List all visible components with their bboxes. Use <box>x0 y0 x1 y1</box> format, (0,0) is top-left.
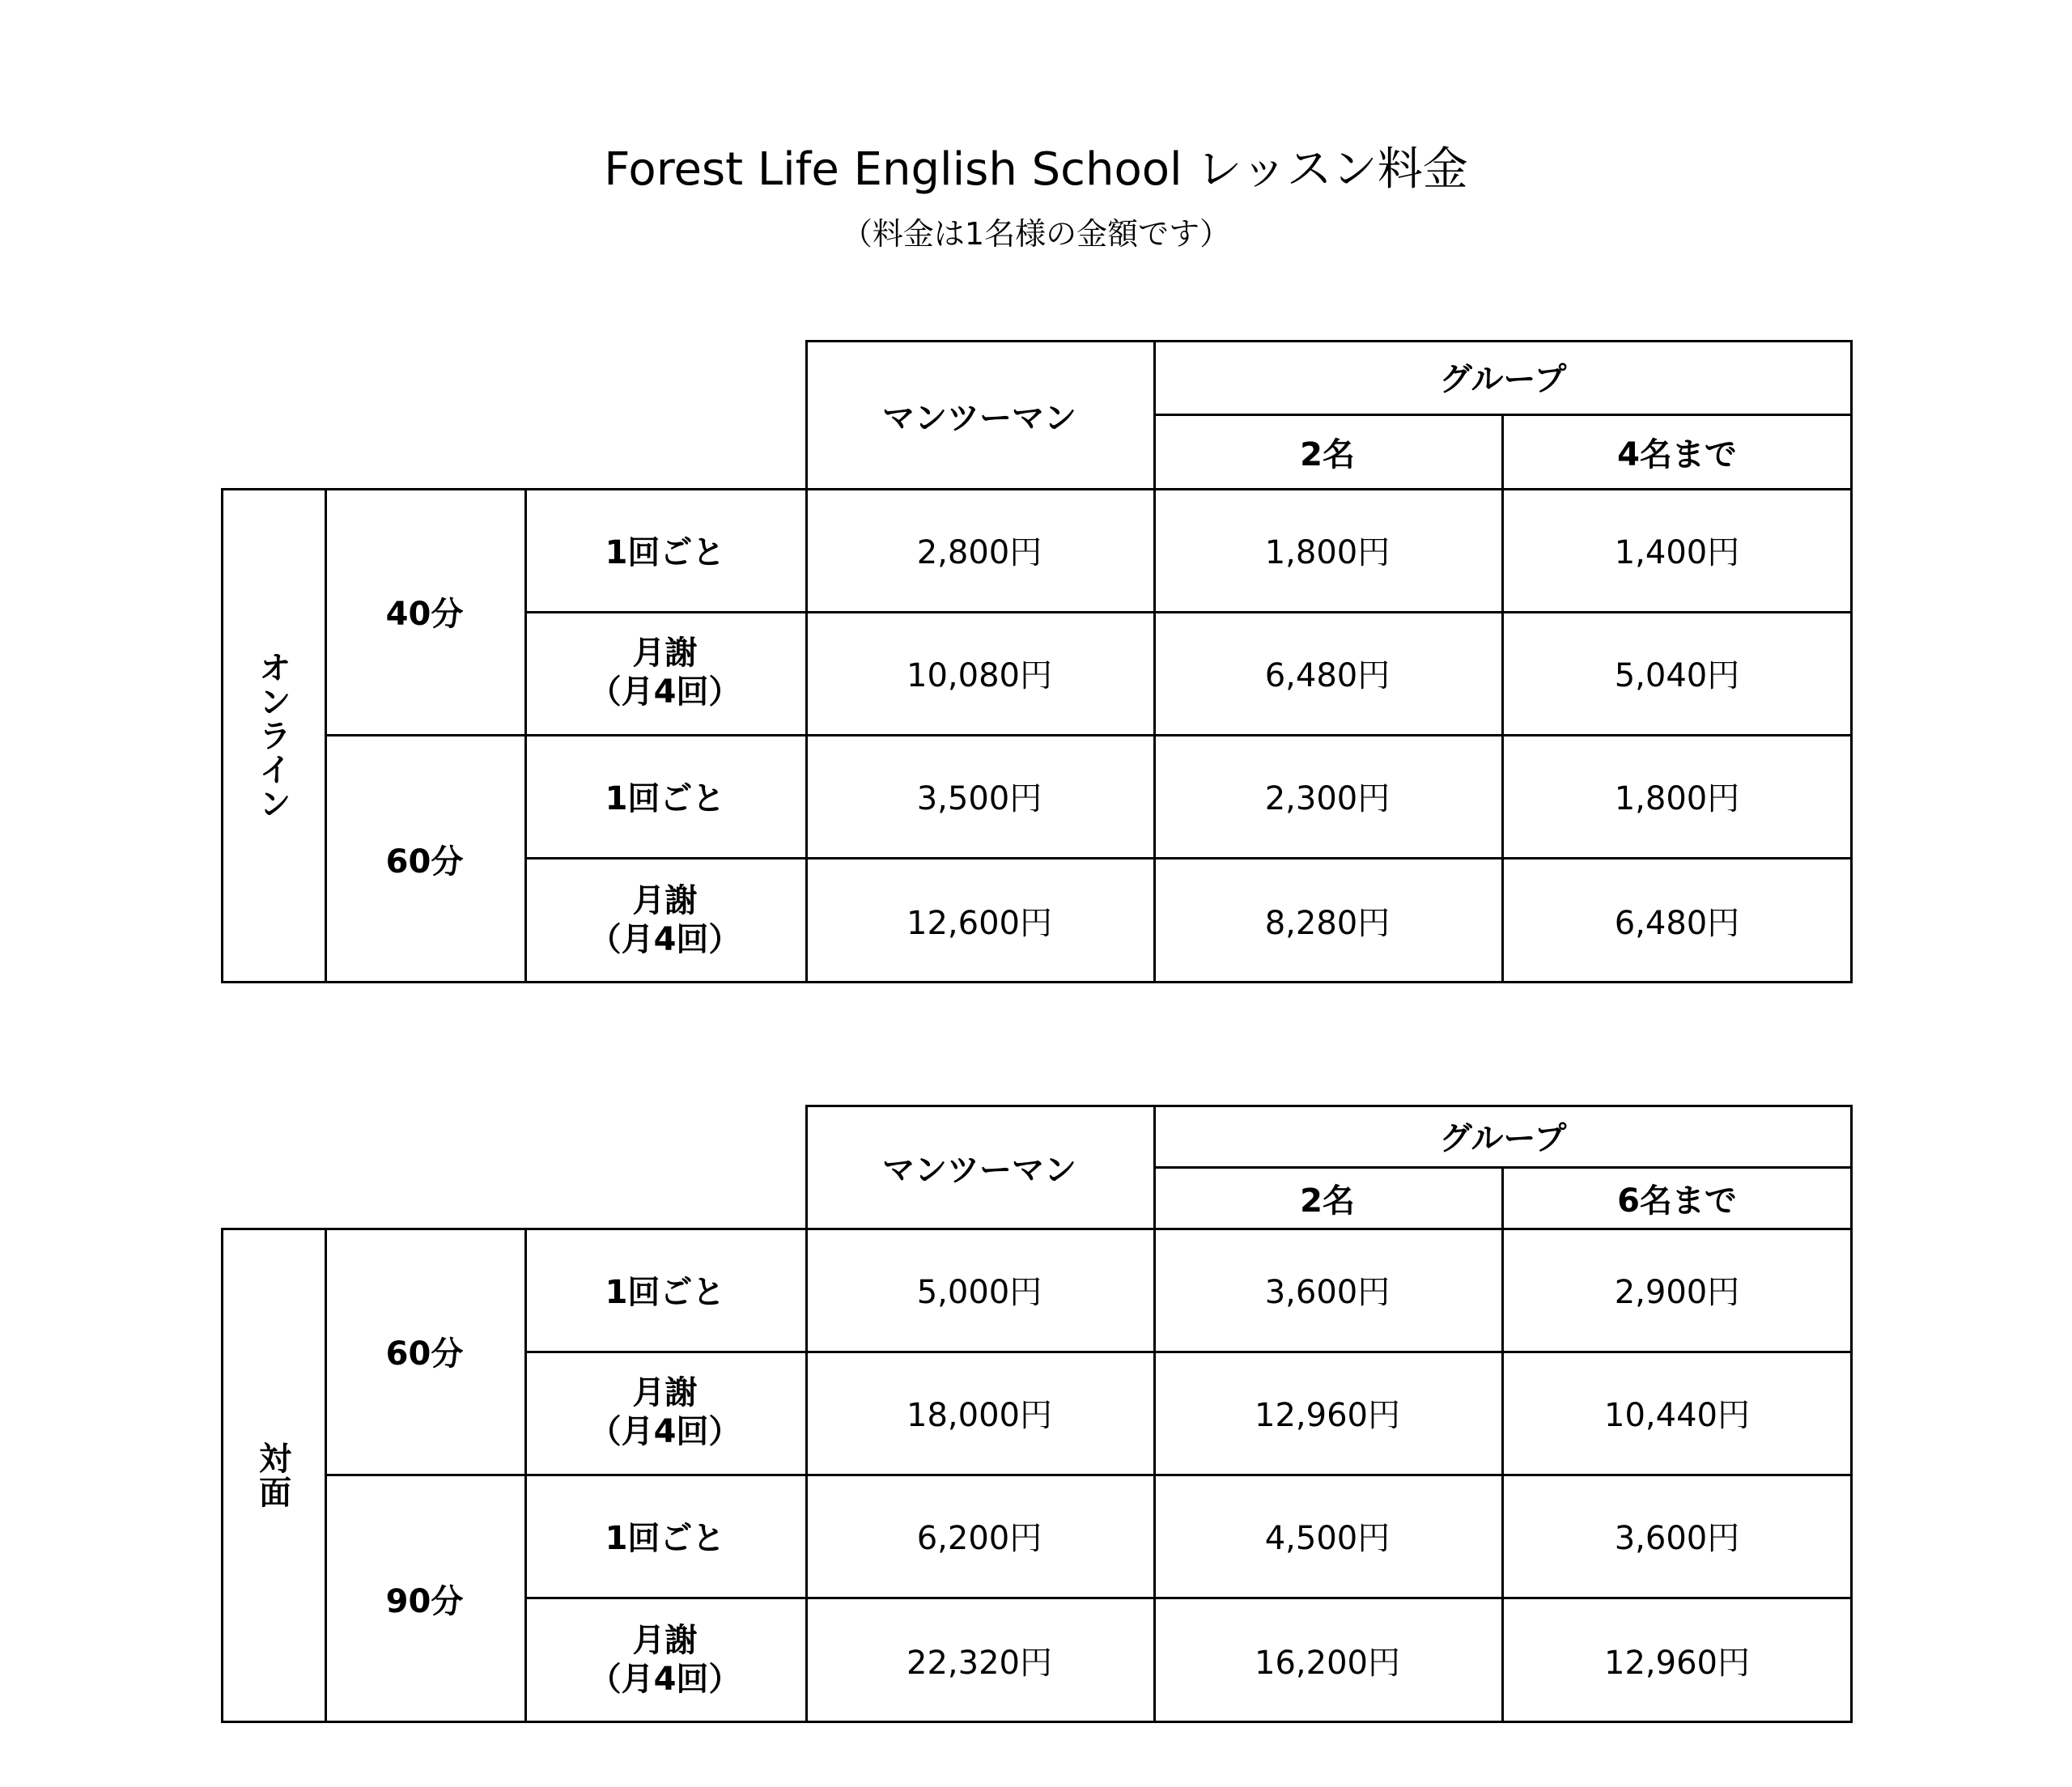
type-label-line1: 月謝 <box>632 635 698 672</box>
type-cell <box>524 857 805 983</box>
price-cell: 18,000円 <box>906 1396 1052 1434</box>
header-private: マンツーマン <box>882 1152 1076 1189</box>
page-subtitle: （料金は1名様の金額です） <box>841 216 1231 252</box>
price-cell: 6,480円 <box>1614 904 1740 942</box>
mode-cell <box>221 1228 325 1723</box>
type-cell: 1回ごと <box>605 1519 725 1557</box>
duration-cell: 90分 <box>385 1582 464 1620</box>
price-cell: 5,040円 <box>1614 656 1740 694</box>
price-cell: 2,900円 <box>1614 1273 1740 1311</box>
header-group-2: 2名 <box>1300 1182 1355 1220</box>
price-cell: 8,280円 <box>1264 904 1391 942</box>
price-cell: 3,600円 <box>1614 1519 1740 1557</box>
price-cell: 22,320円 <box>906 1644 1052 1682</box>
type-label-line2: （月4回） <box>588 921 741 958</box>
price-cell: 10,440円 <box>1604 1396 1750 1434</box>
type-label-line1: 月謝 <box>632 882 698 919</box>
price-cell: 16,200円 <box>1255 1644 1400 1682</box>
mode-label: オンライン <box>253 651 291 821</box>
price-cell: 12,960円 <box>1255 1396 1400 1434</box>
price-cell: 2,800円 <box>916 533 1042 571</box>
price-cell: 2,300円 <box>1264 779 1391 817</box>
page-title: Forest Life English School レッスン料金 <box>604 143 1468 196</box>
price-cell: 1,400円 <box>1614 533 1740 571</box>
mode-label: 対面 <box>253 1441 291 1509</box>
price-cell: 12,600円 <box>906 904 1052 942</box>
header-private: マンツーマン <box>882 399 1076 437</box>
price-cell: 6,200円 <box>916 1519 1042 1557</box>
type-label-line2: （月4回） <box>588 1661 741 1698</box>
price-cell: 10,080円 <box>906 656 1052 694</box>
duration-cell: 60分 <box>385 843 464 881</box>
header-group-2: 2名 <box>1300 436 1355 473</box>
price-cell: 1,800円 <box>1264 533 1391 571</box>
type-cell: 1回ごと <box>605 779 725 817</box>
price-cell: 4,500円 <box>1264 1519 1391 1557</box>
price-cell: 12,960円 <box>1604 1644 1750 1682</box>
header-group-4: 4名まで <box>1617 436 1737 473</box>
type-cell: 1回ごと <box>605 533 725 571</box>
header-group: グループ <box>1439 1119 1567 1157</box>
price-cell: 1,800円 <box>1614 779 1740 817</box>
type-cell <box>524 1597 805 1723</box>
header-group-6: 6名まで <box>1617 1182 1737 1220</box>
type-label-line2: （月4回） <box>588 673 741 711</box>
mode-cell <box>221 488 325 983</box>
type-cell: 1回ごと <box>605 1273 725 1311</box>
type-cell <box>524 611 805 734</box>
duration-cell: 40分 <box>385 595 464 633</box>
price-cell: 3,600円 <box>1264 1273 1391 1311</box>
duration-cell: 60分 <box>385 1335 464 1373</box>
type-label-line2: （月4回） <box>588 1413 741 1450</box>
price-cell: 6,480円 <box>1264 656 1391 694</box>
type-cell <box>524 1351 805 1474</box>
price-cell: 5,000円 <box>916 1273 1042 1311</box>
header-group: グループ <box>1439 361 1567 398</box>
price-cell: 3,500円 <box>916 779 1042 817</box>
type-label-line1: 月謝 <box>632 1374 698 1411</box>
type-label-line1: 月謝 <box>632 1622 698 1659</box>
